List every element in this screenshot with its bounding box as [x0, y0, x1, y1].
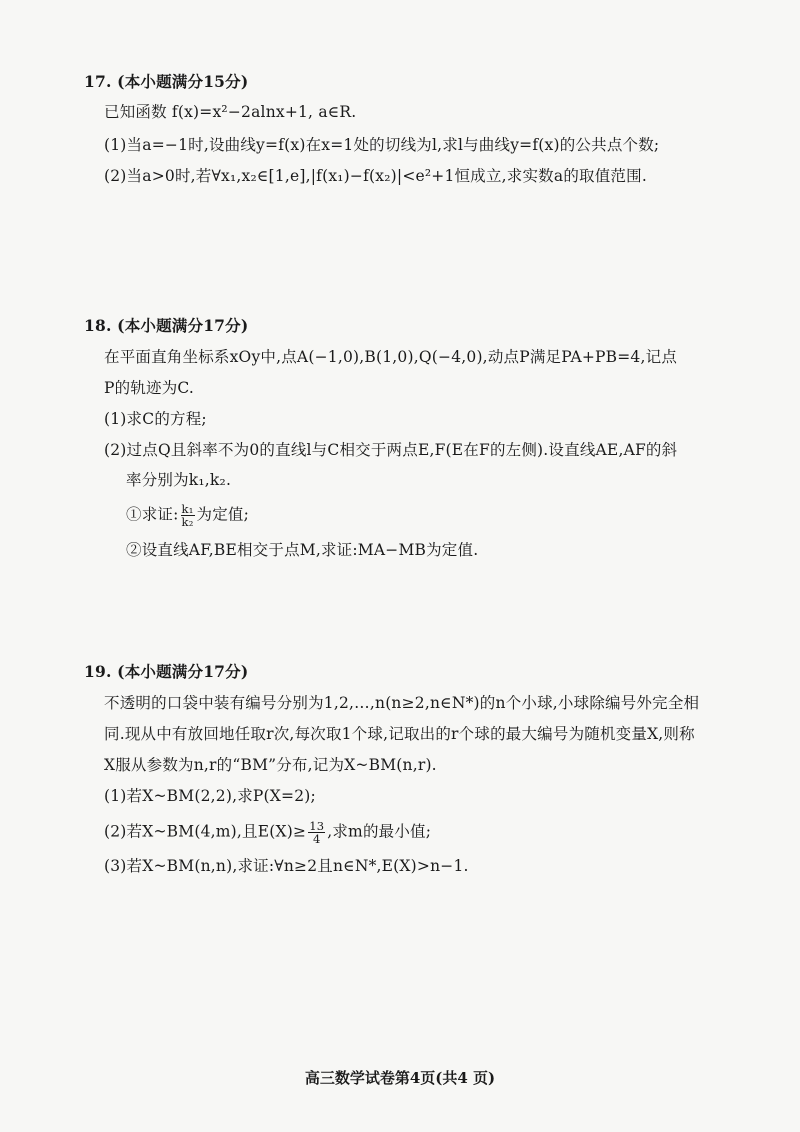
problem-19-question-1: (1)若X~BM(2,2),求P(X=2); [104, 787, 316, 805]
thirteen-quarters-fraction [308, 820, 325, 845]
fraction-numerator: k₁ [181, 502, 194, 516]
problem-18-question-2-line-2: 率分别为k₁,k₂. [126, 471, 232, 489]
problem-19-question-2 [104, 820, 431, 845]
problem-19-stem-line-1: 不透明的口袋中装有编号分别为1,2,…,n(n≥2,n∈N*)的n个小球,小球除编号外完全相 [104, 694, 700, 712]
q2-suffix: ,求m的最小值; [327, 822, 432, 841]
problem-18-subquestion-2: ②设直线AF,BE相交于点M,求证:MA−MB为定值. [126, 541, 479, 559]
problem-18-heading: 18. (本小题满分17分) [84, 316, 249, 335]
problem-17-question-1: (1)当a=−1时,设曲线y=f(x)在x=1处的切线为l,求l与曲线y=f(x)的公共点个数; [104, 136, 660, 154]
problem-18-stem-line-1: 在平面直角坐标系xOy中,点A(−1,0),B(1,0),Q(−4,0),动点P满足PA+PB=4,记点 [104, 348, 678, 366]
problem-19-stem-line-2: 同.现从中有放回地任取r次,每次取1个球,记取出的r个球的最大编号为随机变量X,则称 [104, 725, 695, 743]
sub1-prefix: ①求证: [126, 505, 179, 524]
sub1-suffix: 为定值; [196, 505, 250, 524]
problem-18-subquestion-1 [126, 503, 249, 528]
problem-17-stem: 已知函数 f(x)=x²−2alnx+1, a∈R. [104, 103, 357, 121]
page-footer: 高三数学试卷第4页(共4 页) [304, 1069, 496, 1087]
problem-19-heading: 19. (本小题满分17分) [84, 662, 249, 681]
fraction-denominator: k₂ [181, 515, 194, 529]
problem-17-question-2: (2)当a>0时,若∀x₁,x₂∈[1,e],|f(x₁)−f(x₂)|<e²+1恒成立,求实数a的取值范围. [104, 167, 647, 185]
problem-19-stem-line-3: X服从参数为n,r的“BM”分布,记为X~BM(n,r). [104, 756, 437, 774]
problem-19-question-3: (3)若X~BM(n,n),求证:∀n≥2且n∈N*,E(X)>n−1. [104, 857, 469, 875]
problem-18-question-2-line-1: (2)过点Q且斜率不为0的直线l与C相交于两点E,F(E在F的左侧).设直线AE,AF的斜 [104, 441, 678, 459]
problem-18-question-1: (1)求C的方程; [104, 410, 207, 428]
fraction-denominator: 4 [312, 832, 321, 846]
problem-17-heading: 17. (本小题满分15分) [84, 72, 249, 91]
q2-prefix: (2)若X~BM(4,m),且E(X)≥ [104, 822, 307, 841]
problem-18-stem-line-2: P的轨迹为C. [104, 379, 195, 397]
fraction-numerator: 13 [309, 819, 325, 833]
k-ratio-fraction [181, 503, 195, 528]
